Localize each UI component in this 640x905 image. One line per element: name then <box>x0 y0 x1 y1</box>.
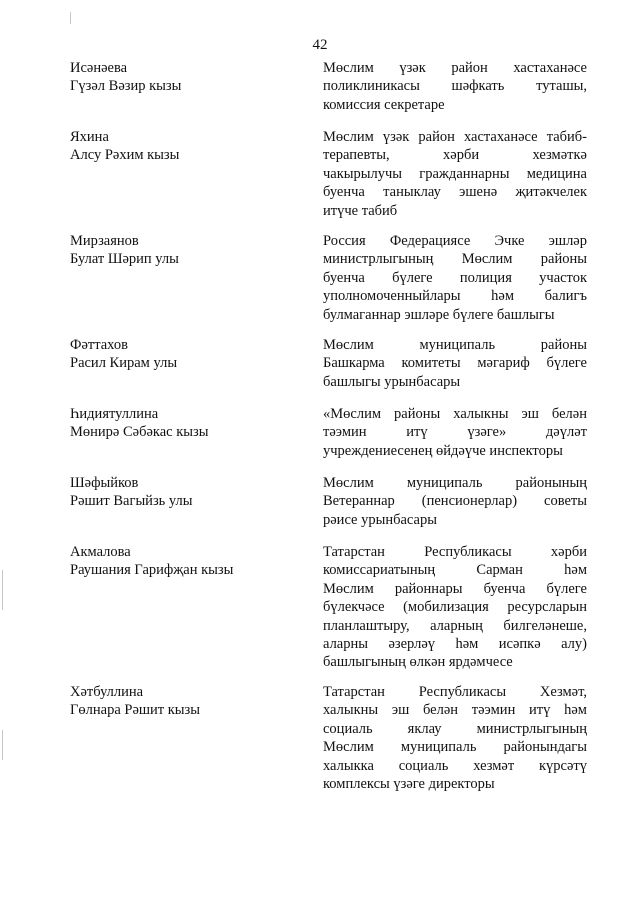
member-name: Раушания Гарифҗан кызы <box>70 562 234 579</box>
role-line: Мөслим муниципаль районының <box>323 475 587 491</box>
role-line: поликлиникасы шәфкать туташы, <box>323 78 587 95</box>
member-name: Расил Кирам улы <box>70 355 178 372</box>
role-line: социаль яклау министрлыгының <box>323 720 587 737</box>
role-line: Мөслим муниципаль районындагы <box>323 739 587 756</box>
role-line: министрлыгының Мөслим районы <box>323 251 587 268</box>
role-line: Мөслим муниципаль районы <box>323 337 587 353</box>
member-person <box>70 405 290 442</box>
role-line: комиссия секретаре <box>323 96 445 113</box>
member-surname: Фәттахов <box>70 337 128 353</box>
member-surname: Шәфыйков <box>70 475 139 491</box>
margin-mark <box>2 730 3 760</box>
role-line: буенча таныклау эшенә җитәкчелек <box>323 184 587 201</box>
role-line: планлаштыру, аларның билгеләнеше, <box>323 617 587 634</box>
member-name: Мөнирә Сәбәкас кызы <box>70 424 209 441</box>
member-role <box>323 336 587 391</box>
role-line: тәэмин итү үзәге» дәүләт <box>323 424 587 441</box>
role-line: итүче табиб <box>323 202 398 219</box>
role-line: «Мөслим районы халыкны эш белән <box>323 406 587 422</box>
member-role <box>323 474 587 529</box>
member-name: Гүзәл Вәзир кызы <box>70 78 182 95</box>
member-name: Алсу Рәхим кызы <box>70 147 180 164</box>
member-role <box>323 59 587 114</box>
member-name: Гөлнара Рәшит кызы <box>70 702 201 719</box>
role-line: Мөслим районнары буенча бүлеге <box>323 580 587 597</box>
role-line: Мөслим үзәк район хастаханәсе табиб- <box>323 129 587 145</box>
role-line: рәисе урынбасары <box>323 511 437 528</box>
role-line: башлыгы урынбасары <box>323 373 461 390</box>
member-person <box>70 128 290 165</box>
member-surname: Исәнәева <box>70 60 128 76</box>
member-surname: Мирзаянов <box>70 233 139 249</box>
role-line: булмаганнар эшләре бүлеге башлыгы <box>323 306 555 323</box>
role-line: Татарстан Республикасы Хезмәт, <box>323 684 587 700</box>
member-surname: Хәтбуллина <box>70 684 144 700</box>
member-surname: Яхина <box>70 129 109 145</box>
role-line: Ветераннар (пенсионерлар) советы <box>323 493 587 510</box>
member-role <box>323 543 587 672</box>
role-line: учреждениесенең өйдәүче инспекторы <box>323 442 563 459</box>
role-line: чакырылучы гражданнарны медицина <box>323 165 587 182</box>
page-number: 42 <box>312 37 328 53</box>
member-person <box>70 232 290 269</box>
role-line: буенча бүлеге полиция участок <box>323 269 587 286</box>
member-role <box>323 232 587 324</box>
role-line: башлыгының өлкән ярдәмчесе <box>323 654 513 671</box>
role-line: халыкны эш белән тәэмин итү һәм <box>323 702 587 719</box>
member-name: Рәшит Вагыйзь улы <box>70 493 193 510</box>
role-line: Мөслим үзәк район хастаханәсе <box>323 60 587 76</box>
member-surname: Һидиятуллина <box>70 406 159 422</box>
role-line: Башкарма комитеты мәгариф бүлеге <box>323 355 587 372</box>
member-person <box>70 336 290 373</box>
member-role <box>323 128 587 220</box>
member-person <box>70 474 290 511</box>
role-line: Россия Федерациясе Эчке эшләр <box>323 233 587 249</box>
role-line: комплексы үзәге директоры <box>323 776 495 793</box>
member-person <box>70 683 290 720</box>
role-line: бүлекчәсе (мобилизация ресурсларын <box>323 599 587 616</box>
margin-mark <box>2 570 3 610</box>
role-line: терапевты, хәрби хезмәткә <box>323 147 587 164</box>
role-line: аларны әзерләү һәм исәпкә алу) <box>323 636 587 653</box>
member-person <box>70 59 290 96</box>
member-name: Булат Шәрип улы <box>70 251 179 268</box>
member-role <box>323 683 587 793</box>
role-line: комиссариатының Сарман һәм <box>323 562 587 579</box>
member-surname: Акмалова <box>70 544 131 560</box>
margin-mark <box>70 12 71 24</box>
role-line: халыкка социаль хезмәт күрсәтү <box>323 757 587 774</box>
member-role <box>323 405 587 460</box>
role-line: Татарстан Республикасы хәрби <box>323 544 587 560</box>
role-line: уполномоченныйлары һәм балигъ <box>323 288 587 305</box>
member-person <box>70 543 290 580</box>
